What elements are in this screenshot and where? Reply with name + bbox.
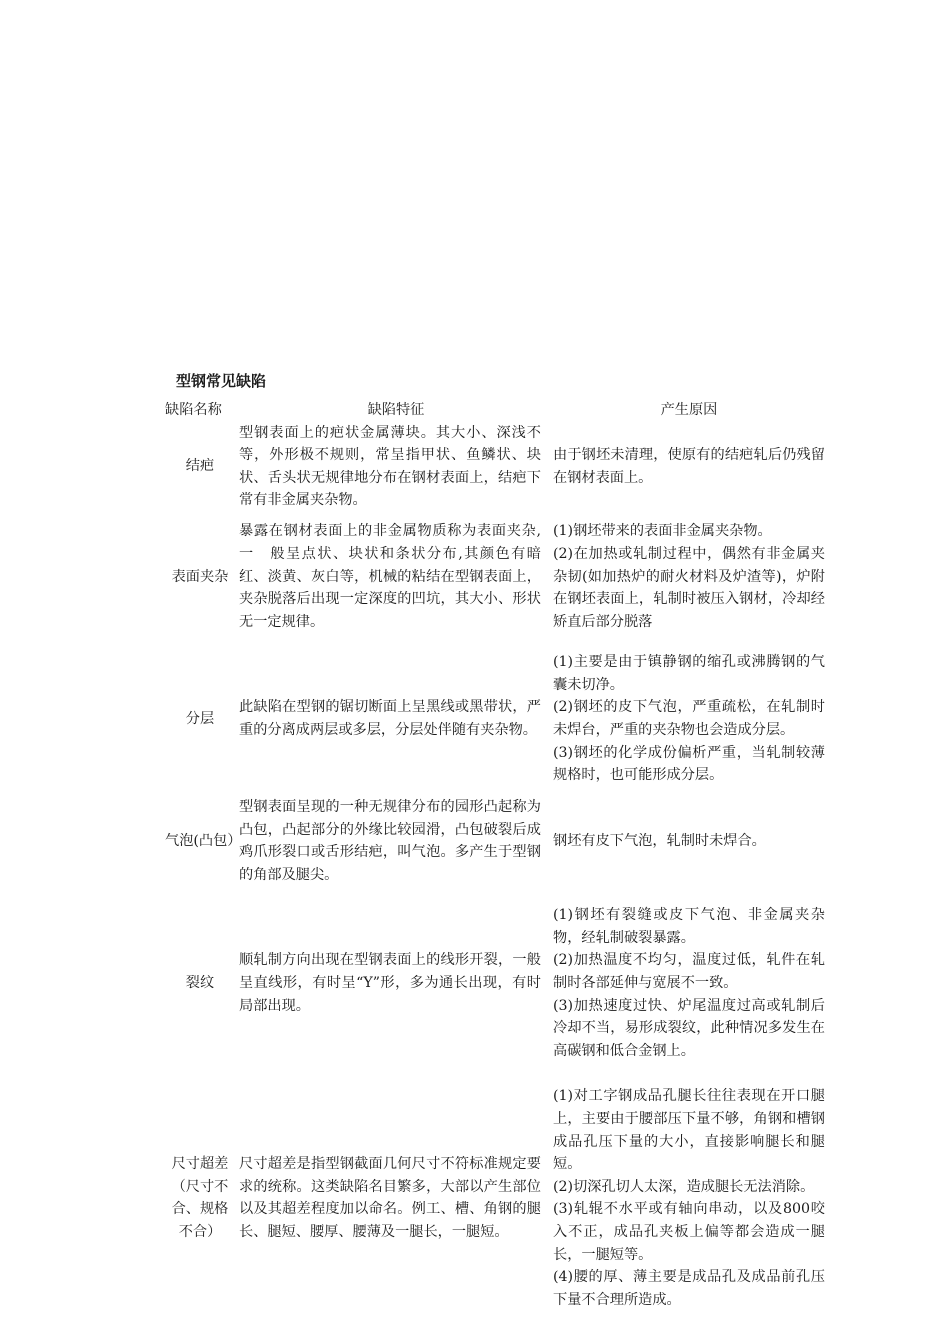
cause-item: (3)加热速度过快、炉尾温度过高或轧制后冷却不当，易形成裂纹，此种情况多发生在高碳钢和低合金钢上。 (553, 997, 825, 1059)
cause-item: 由于钢坯未清理，使原有的结疤轧后仍残留在钢材表面上。 (553, 447, 825, 486)
cause-item: (2)切深孔切人太深，造成腿长无法消除。 (553, 1178, 815, 1195)
header-defect-feature: 缺陷特征 (367, 402, 425, 418)
document-title: 型钢常见缺陷 (176, 372, 267, 390)
defect-name: 尺寸超差（尺寸不合、规格不合） (171, 1156, 229, 1240)
cause-item: (1)钢坯带来的表面非金属夹杂物。 (553, 523, 772, 540)
cause-item: (2)在加热或轧制过程中，偶然有非金属夹杂韧(如加热炉的耐火材料及炉渣等)，炉附在钢坯表面上，轧制时被压入钢材，冷却经矫直后部分脱落 (553, 546, 825, 630)
defect-name: 结疤 (185, 458, 215, 475)
cause-item: (1)主要是由于镇静钢的缩孔或沸腾钢的气囊未切净。 (553, 654, 825, 693)
defect-feature: 暴露在钢材表面上的非金属物质称为表面夹杂,一 般呈点状、块状和条状分布,其颜色有暗红、淡黄、灰白等，机械的粘结在型钢表面上，夹杂脱落后出现一定深度的凹坑，其大小、形状无一定规律。 (239, 523, 541, 630)
cause-item: (2)加热温度不均匀，温度过低，轧件在轧制时各部延伸与宽展不一致。 (553, 952, 825, 992)
defect-cause (553, 512, 825, 642)
header-defect-name: 缺陷名称 (165, 402, 222, 418)
table-row (165, 886, 825, 1080)
cause-item: (2)钢坯的皮下气泡，严重疏松，在轧制时未焊台，严重的夹杂物也会造成分层。 (553, 699, 825, 738)
table-row (165, 512, 825, 642)
defect-cause (553, 422, 825, 512)
cause-item: (3)轧辊不水平或有轴向串动，以及800咬入不正，成品孔夹板上偏等都会造成一腿长，一腿短等。 (553, 1201, 825, 1263)
defect-table (165, 399, 825, 1316)
defect-feature: 型钢表面呈现的一种无规律分布的园形凸起称为凸包，凸起部分的外缘比较园滑，凸包破裂后成鸡爪形裂口或舌形结疤，叫气泡。多产生于型钢的角部及腿尖。 (239, 798, 541, 883)
defect-cause (553, 642, 825, 796)
header-defect-cause: 产生原因 (660, 402, 718, 418)
defect-name: 分层 (185, 710, 215, 727)
cause-item: 钢坯有皮下气泡，轧制时未焊合。 (553, 832, 766, 849)
cause-item: (4)腰的厚、薄主要是成品孔及成品前孔压下量不合理所造成。 (553, 1269, 825, 1308)
defect-feature: 此缺陷在型钢的锯切断面上呈黑线或黑带状，严重的分离成两层或多层，分层处伴随有夹杂物。 (239, 699, 541, 738)
table-row (165, 422, 825, 512)
defect-feature: 尺寸超差是指型钢截面几何尺寸不符标准规定要求的统称。这类缺陷名目繁多，大部以产生部位以及其超差程度加以命名。例工、槽、角钢的腿长、腿短、腰厚、腰薄及一腿长，一腿短。 (239, 1156, 541, 1240)
defect-name: 表面夹杂 (171, 568, 229, 585)
defect-cause (553, 1080, 825, 1316)
defect-feature: 型钢表面上的疤状金属薄块。其大小、深浅不等，外形极不规则，常呈指甲状、鱼鳞状、块状、舌头状无规律地分布在钢材表面上，结疤下常有非金属夹杂物。 (239, 424, 541, 509)
defect-name: 裂纹 (185, 975, 215, 992)
table-row (165, 1080, 825, 1316)
table-row (165, 642, 825, 796)
defect-cause (553, 796, 825, 886)
table-header-row (165, 399, 825, 422)
cause-item: (1)对工字钢成品孔腿长往往表现在开口腿上，主要由于腰部压下量不够，角钢和槽钢成品孔压下量的大小，直接影响腿长和腿短。 (553, 1088, 825, 1173)
cause-item: (3)钢坯的化学成份偏析严重，当轧制较薄规格时，也可能形成分层。 (553, 744, 825, 784)
cause-item: (1)钢坯有裂缝或皮下气泡、非金属夹杂物，经轧制破裂暴露。 (553, 907, 825, 946)
table-row (165, 796, 825, 886)
defect-name: 气泡(凸包） (165, 832, 242, 849)
defect-feature: 顺轧制方向出现在型钢表面上的线形开裂，一般呈直线形，有时呈“Y”形，多为通长出现，有时局部出现。 (239, 952, 541, 1014)
defect-cause (553, 886, 825, 1080)
